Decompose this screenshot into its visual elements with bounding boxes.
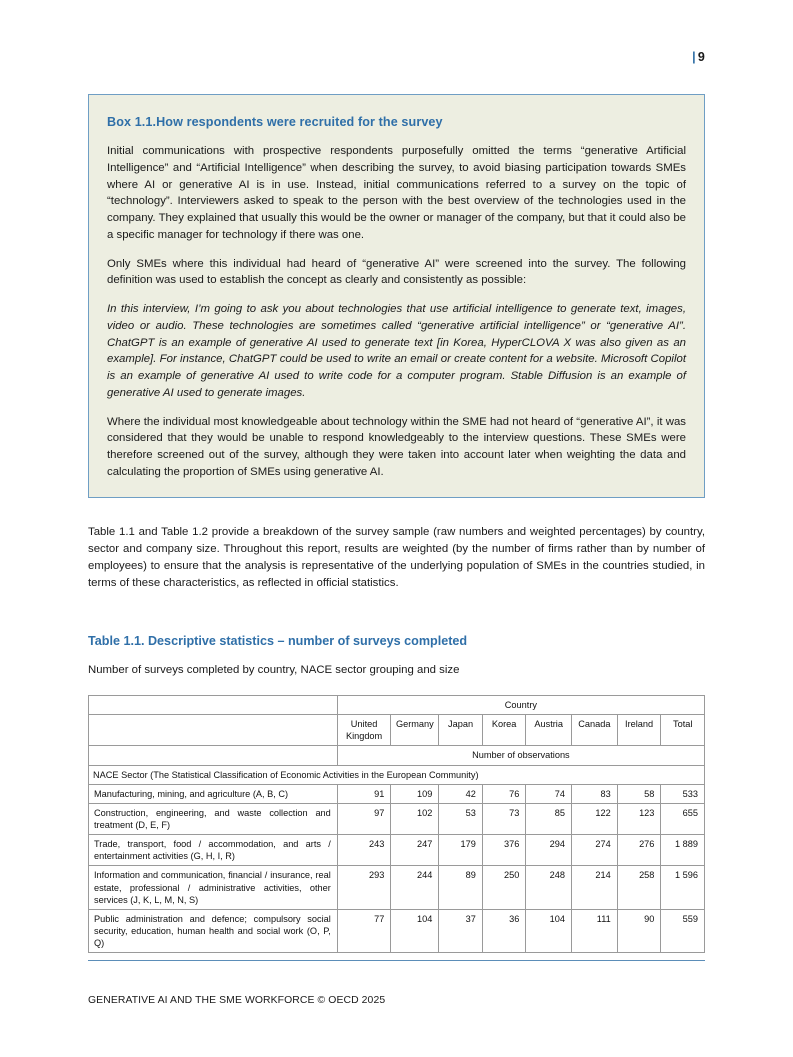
table-cell-value: 274 bbox=[571, 835, 617, 866]
table-col-canada: Canada bbox=[571, 715, 617, 746]
table-group-header-country: Country bbox=[337, 696, 704, 715]
table-cell-value: 293 bbox=[337, 866, 391, 909]
statistics-table-wrapper bbox=[88, 695, 705, 953]
table-cell-value: 533 bbox=[661, 784, 705, 803]
table-cell-value: 250 bbox=[482, 866, 526, 909]
table-cell-value: 248 bbox=[526, 866, 572, 909]
table-cell-value: 53 bbox=[439, 803, 483, 834]
callout-paragraph-2: Only SMEs where this individual had heard of “generative AI” were screened into the survey. The following definition was used to establish the concept as clearly and consistently as possible: bbox=[107, 257, 686, 287]
table-cell-value: 244 bbox=[391, 866, 439, 909]
table-cell-value: 97 bbox=[337, 803, 391, 834]
footer-divider bbox=[88, 960, 705, 961]
table-row bbox=[89, 909, 705, 952]
table-cell-value: 91 bbox=[337, 784, 391, 803]
table-cell-value: 122 bbox=[571, 803, 617, 834]
table-cell-value: 36 bbox=[482, 909, 526, 952]
table-cell-value: 83 bbox=[571, 784, 617, 803]
table-cell-value: 214 bbox=[571, 866, 617, 909]
table-row bbox=[89, 835, 705, 866]
table-header-columns-row bbox=[89, 715, 705, 746]
table-col-total: Total bbox=[661, 715, 705, 746]
table-cell-value: 294 bbox=[526, 835, 572, 866]
table-cell-value: 376 bbox=[482, 835, 526, 866]
table-corner-cell bbox=[89, 696, 338, 715]
table-col-germany: Germany bbox=[391, 715, 439, 746]
page-header-bar: | bbox=[692, 50, 696, 64]
table-cell-value: 123 bbox=[617, 803, 661, 834]
table-col-korea: Korea bbox=[482, 715, 526, 746]
table-row-label: Information and communication, financial / insurance, real estate, professional / administrative activities, other services (J, K, L, M, N, S) bbox=[89, 866, 338, 909]
table-row bbox=[89, 803, 705, 834]
callout-paragraph-4: Where the individual most knowledgeable about technology within the SME had not heard of “generative AI”, it was considered that they would be unable to respond knowledgeably to the interview questions. These SMEs were therefore screened out of the survey, although they were taken into account later when weighting the data and calculating the proportion of SMEs using generative AI. bbox=[107, 415, 686, 479]
table-cell-value: 258 bbox=[617, 866, 661, 909]
table-sector-header: NACE Sector (The Statistical Classification of Economic Activities in the European Community) bbox=[89, 765, 705, 784]
table-cell-value: 109 bbox=[391, 784, 439, 803]
table-cell-value: 37 bbox=[439, 909, 483, 952]
table-row-label: Construction, engineering, and waste collection and treatment (D, E, F) bbox=[89, 803, 338, 834]
table-row-label: Manufacturing, mining, and agriculture (A, B, C) bbox=[89, 784, 338, 803]
table-corner-cell-3 bbox=[89, 746, 338, 765]
callout-paragraph-3-definition: In this interview, I’m going to ask you about technologies that use artificial intelligence to generate text, images, video or audio. These technologies are sometimes called “generative artificial intelligence” or “generative AI”. ChatGPT is an example of generative AI used to generate text [in Korea, HyperCLOVA X was also given as an example]. For instance, ChatGPT could be used to write an email or create content for a website. Microsoft Copilot is an example of generative AI used to write code for a computer program. Stable Diffusion is an example of generative AI used to generate images. bbox=[107, 303, 686, 399]
table-cell-value: 77 bbox=[337, 909, 391, 952]
table-title: Table 1.1. Descriptive statistics – number of surveys completed bbox=[88, 634, 468, 648]
table-cell-value: 1 889 bbox=[661, 835, 705, 866]
table-cell-value: 559 bbox=[661, 909, 705, 952]
table-row bbox=[89, 866, 705, 909]
table-row-label: Trade, transport, food / accommodation, and arts / entertainment activities (G, H, I, R) bbox=[89, 835, 338, 866]
table-cell-value: 58 bbox=[617, 784, 661, 803]
callout-paragraph-1: Initial communications with prospective respondents purposefully omitted the terms “generative Artificial Intelligence” and “Artificial Intelligence” when describing the survey, to avoid biasing participation towards SMEs where AI or generative AI is in use. Instead, initial communications referred to a survey on the topic of “technology”. Interviewers asked to speak to the person with the best overview of the technologies used in the company. They explained that usually this would be the owner or manager of the company, but that it could also be a specific manager for technology if there was one. bbox=[107, 145, 686, 241]
table-header-country-row bbox=[89, 696, 705, 715]
page-header bbox=[692, 50, 705, 64]
table-cell-value: 111 bbox=[571, 909, 617, 952]
table-subtitle: Number of surveys completed by country, NACE sector grouping and size bbox=[88, 664, 460, 676]
table-col-ireland: Ireland bbox=[617, 715, 661, 746]
table-cell-value: 179 bbox=[439, 835, 483, 866]
table-cell-value: 42 bbox=[439, 784, 483, 803]
table-col-united-kingdom: United Kingdom bbox=[337, 715, 391, 746]
table-cell-value: 104 bbox=[391, 909, 439, 952]
table-cell-value: 76 bbox=[482, 784, 526, 803]
table-row-label: Public administration and defence; compulsory social security, education, human health and social work (O, P, Q) bbox=[89, 909, 338, 952]
table-cell-value: 276 bbox=[617, 835, 661, 866]
table-cell-value: 1 596 bbox=[661, 866, 705, 909]
body-paragraph: Table 1.1 and Table 1.2 provide a breakdown of the survey sample (raw numbers and weighted percentages) by country, sector and company size. Throughout this report, results are weighted (by the number of firms rather than by number of employees) to ensure that the analysis is representative of the underlying population of SMEs in the countries studied, in terms of these characteristics, as reflected in official statistics. bbox=[88, 526, 705, 590]
table-sector-header-row bbox=[89, 765, 705, 784]
page-number: 9 bbox=[697, 50, 705, 64]
table-cell-value: 73 bbox=[482, 803, 526, 834]
statistics-table bbox=[88, 695, 705, 953]
table-observations-row bbox=[89, 746, 705, 765]
table-row bbox=[89, 784, 705, 803]
table-cell-value: 89 bbox=[439, 866, 483, 909]
table-col-japan: Japan bbox=[439, 715, 483, 746]
table-cell-value: 85 bbox=[526, 803, 572, 834]
table-cell-value: 104 bbox=[526, 909, 572, 952]
table-cell-value: 655 bbox=[661, 803, 705, 834]
table-corner-cell-2 bbox=[89, 715, 338, 746]
table-col-austria: Austria bbox=[526, 715, 572, 746]
table-cell-value: 247 bbox=[391, 835, 439, 866]
footer-text: GENERATIVE AI AND THE SME WORKFORCE © OECD 2025 bbox=[88, 995, 386, 1006]
callout-box-title: Box 1.1.How respondents were recruited for the survey bbox=[107, 115, 443, 129]
callout-box bbox=[88, 94, 705, 498]
table-cell-value: 90 bbox=[617, 909, 661, 952]
table-cell-value: 243 bbox=[337, 835, 391, 866]
table-cell-value: 74 bbox=[526, 784, 572, 803]
table-cell-value: 102 bbox=[391, 803, 439, 834]
table-observations-label: Number of observations bbox=[337, 746, 704, 765]
